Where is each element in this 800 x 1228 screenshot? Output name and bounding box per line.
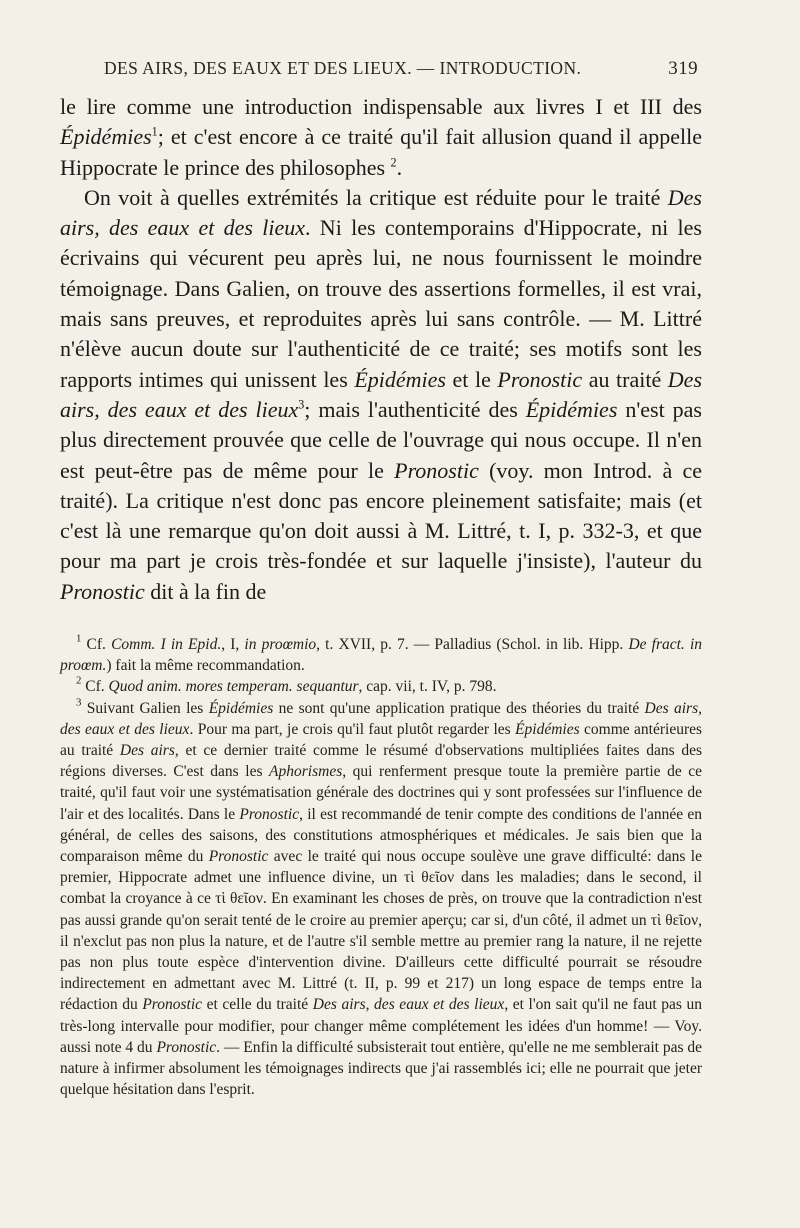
italic-text: Pronostic bbox=[208, 848, 269, 866]
italic-text: Épidémies bbox=[515, 720, 580, 738]
italic-text: Épidémies bbox=[354, 366, 446, 392]
italic-text: Pronostic bbox=[60, 578, 145, 604]
footnote-3: $^3$ Suivant Galien les Épidémies ne sont qu'une application pratique des théories du traité Des airs, des eaux et des lieux. Pour ma part, je crois qu'il faut plutôt regarder les Épidémies comme antérieures au traité Des airs, et ce dernier traité comme le résumé d'observations multipliées faites dans des régions diverses. C'est dans les Aphorismes, qui renferment presque toute la première partie de ce traité, qu'il faut voir une systématisation générale des doctrines qui y sont professées sur l'influence de l'air et des localités. Dans le Pronostic, il est recommandé de tenir compte des conditions de l'année en général, de celles des saisons, des constitutions atmosphériques et médicales. Je sais bien que la comparaison même du Pronostic avec le traité qui nous occupe soulève une grave difficulté: dans le premier, Hippocrate admet une influence divine, un τὶ θεῖον dans les maladies; dans le second, il combat la croyance à ce τὶ θεῖον. En examinant les choses de près, on trouve que la contradiction n'est pas aussi grande qu'on serait tenté de le croire au premier aperçu; car si, d'un côté, il admet un τὶ θεῖον, il n'exclut pas non plus la nature, et de l'autre s'il semble mettre au premier rang la nature, il ne rejette pas non plus toute espèce d'intervention divine. D'ailleurs cette difficulté pourrait se résoudre indirectement en admettant avec M. Littré (t. II, p. 99 et 217) un long espace de temps entre la rédaction du Pronostic et celle du traité Des airs, des eaux et des lieux, et l'on sait qu'il ne faut pas un très-long intervalle pour modifier, pour changer même complétement les idées d'un homme! — Voy. aussi note 4 du Pronostic. — Enfin la difficulté subsisterait tout entière, qu'elle ne me semblerait pas de nature à infirmer absolument les témoignages indirects que j'ai rassemblés ici; elle ne pourrait que jeter quelque hésitation dans l'esprit. bbox=[60, 696, 703, 1099]
italic-text: Des airs, des eaux et des lieux bbox=[312, 996, 505, 1014]
italic-text: in proœmio bbox=[244, 636, 317, 653]
main-text bbox=[60, 92, 702, 607]
italic-text: Des airs, des eaux et des lieux bbox=[60, 184, 702, 241]
paragraph-continuation: le lire comme une introduction indispensable aux livres I et III des Épidémies$^1$; et c'est encore à ce traité qu'il fait allusion quand il appelle Hippocrate le prince des philosophes $^2$. bbox=[60, 94, 702, 180]
page-number: 319 bbox=[668, 58, 698, 79]
italic-text: Des airs bbox=[119, 742, 175, 760]
italic-text: Aphorismes bbox=[269, 763, 343, 781]
italic-text: Pronostic bbox=[394, 457, 479, 483]
italic-text: Épidémies bbox=[60, 124, 152, 150]
running-title: DES AIRS, DES EAUX ET DES LIEUX. — INTRODUCTION. bbox=[104, 58, 582, 78]
italic-text: Quod anim. mores temperam. sequantur bbox=[108, 678, 359, 696]
footnote-call: 3 bbox=[298, 397, 305, 412]
footnote-call: 2 bbox=[76, 674, 82, 687]
italic-text: Pronostic bbox=[497, 366, 583, 392]
footnote-2: $^2$ Cf. Quod anim. mores temperam. sequantur, cap. vii, t. IV, p. 798. bbox=[76, 674, 497, 696]
footnote-call: 3 bbox=[76, 696, 82, 709]
italic-text: Des airs, des eaux et des lieux bbox=[60, 366, 703, 422]
italic-text: Épidémies bbox=[525, 396, 618, 422]
footnote-call: 2 bbox=[390, 155, 397, 170]
footnote-call: 1 bbox=[151, 124, 158, 139]
footnote-call: 1 bbox=[76, 632, 82, 645]
italic-text: Des airs, des eaux et des lieux bbox=[60, 699, 702, 738]
footnote-1: $^1$ Cf. Comm. I in Epid., I, in proœmio, t. XVII, p. 7. — Palladius (Schol. in lib. Hipp. De fract. in proœm.) fait la même recommandation. bbox=[60, 632, 702, 675]
italic-text: Épidémies bbox=[208, 699, 274, 717]
footnotes bbox=[60, 634, 702, 1100]
italic-text: De fract. in proœm. bbox=[60, 636, 702, 675]
paragraph-critique: On voit à quelles extrémités la critique est réduite pour le traité Des airs, des eaux et des lieux. Ni les contemporains d'Hippocrate, ni les écrivains qui vécurent peu après lui, ne nous fournissent le moindre témoignage. Dans Galien, on trouve des assertions formelles, il est vrai, mais sans preuves, et reproduites après lui sans contrôle. — M. Littré n'élève aucun doute sur l'authenticité de ce traité; ses motifs sont les rapports intimes qui unissent les Épidémies et le Pronostic au traité Des airs, des eaux et des lieux$^3$; mais l'authenticité des Épidémies n'est pas plus directement prouvée que celle de l'ouvrage qui nous occupe. Il n'en est peut-être pas de même pour le Pronostic (voy. mon Introd. à ce traité). La critique n'est donc pas encore pleinement satisfaite; mais (et c'est là une remarque qu'on doit aussi à M. Littré, t. I, p. 332-3, et que pour ma part je crois très-fondée et sur laquelle j'insiste), l'auteur du Pronostic dit à la fin de bbox=[60, 184, 703, 604]
italic-text: Comm. I in Epid. bbox=[111, 636, 222, 653]
italic-text: Pronostic bbox=[239, 805, 300, 823]
italic-text: Pronostic bbox=[142, 996, 203, 1014]
italic-text: Pronostic bbox=[156, 1038, 217, 1056]
